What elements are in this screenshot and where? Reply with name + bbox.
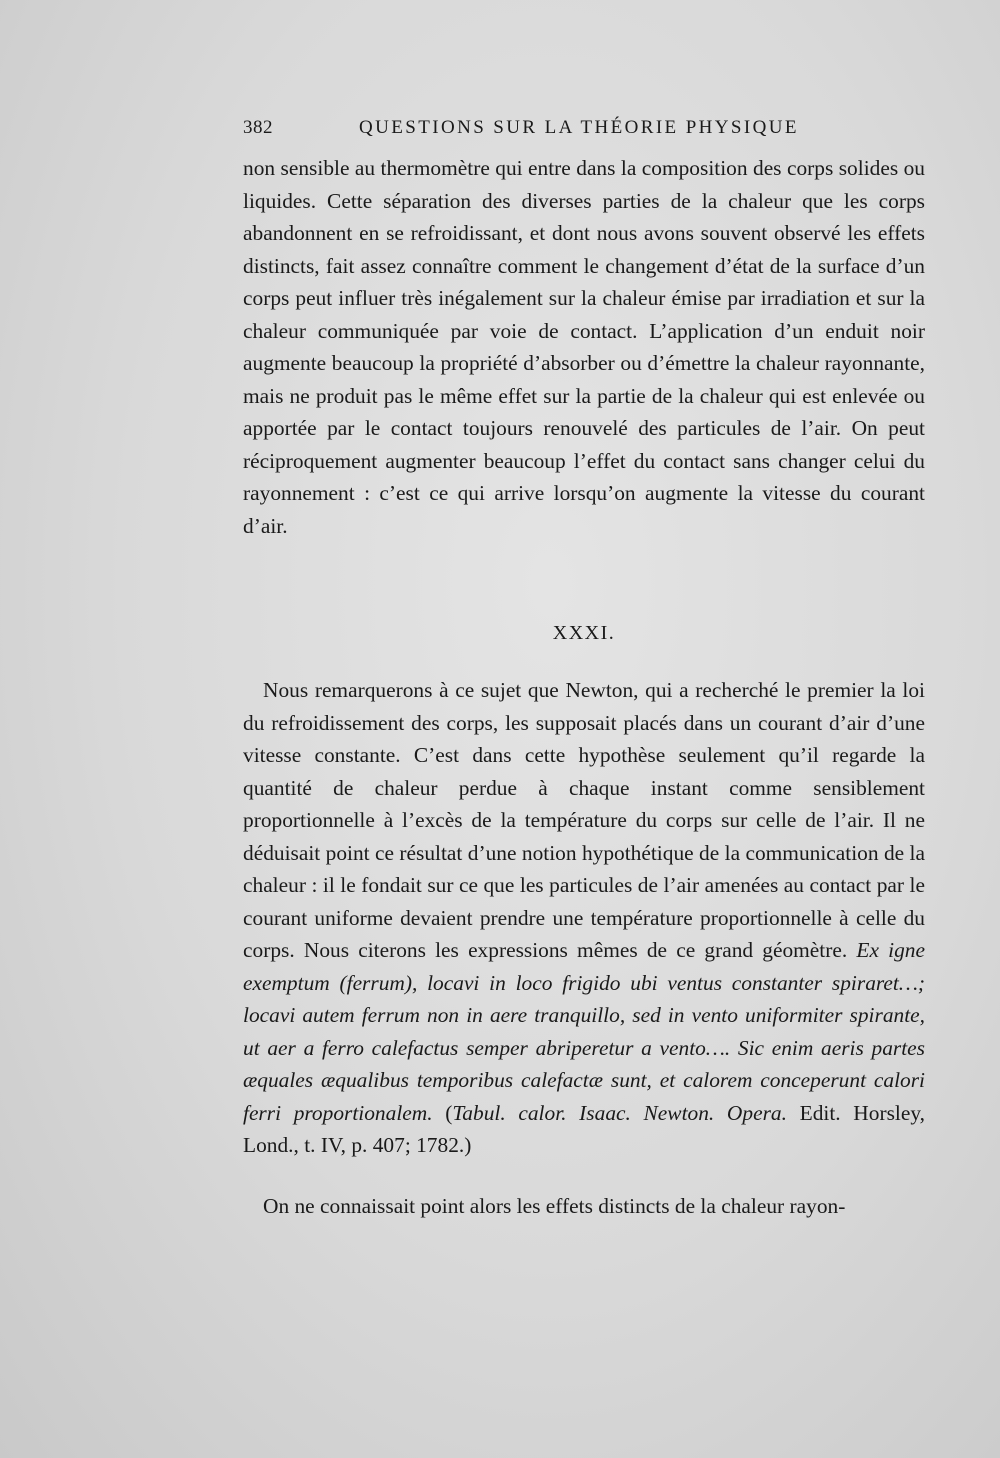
- continuation-text: non sensible au thermomètre qui entre dans la composition des corps solides ou liquides. Cette séparation des diverses parties de la chaleur que les corps abandonnent en se refroidissant, et dont nous avons souvent observé les effets distincts, fait assez connaître comment le changement d’état de la surface d’un corps peut influer très inégalement sur la chaleur émise par irradiation et sur la chaleur communiquée par voie de contact. L’application d’un enduit noir augmente beaucoup la propriété d’absorber ou d’émettre la chaleur rayonnante, mais ne produit pas le même effet sur la partie de la chaleur qui est enlevée ou apportée par le contact toujours renouvelé des particules de l’air. On peut réciproquement augmenter beaucoup l’effet du contact sans changer celui du rayonnement : c’est ce qui arrive lorsqu’on augmente la vitesse du courant d’air.: [243, 156, 925, 538]
- newton-paragraph: [243, 674, 925, 1162]
- citation-italic: Tabul. calor. Isaac. Newton. Opera.: [452, 1100, 787, 1125]
- newton-intro-text: Nous remarquerons à ce sujet que Newton, qui a recherché le premier la loi du refroidissement des corps, les supposait placés dans un courant d’air d’une vitesse constante. C’est dans cette hypothèse seulement qu’il regarde la quantité de chaleur perdue à chaque instant comme sensiblement proportionnelle à l’excès de la température du corps sur celle de l’air. Il ne déduisait point ce résultat d’une notion hypothétique de la communication de la chaleur : il le fondait sur ce que les particules de l’air amenées au contact par le courant uniforme devaient prendre une température proportionnelle à celle du corps. Nous citerons les expressions mêmes de ce grand géomètre.: [243, 678, 925, 962]
- paragraph-continuation: [243, 152, 925, 542]
- page-header: [243, 117, 923, 145]
- citation-rest: Edit. Horsley, Lond., t. IV, p. 407; 1782.): [243, 1100, 925, 1157]
- section-heading: XXXI.: [552, 622, 616, 644]
- paragraph-newton: [243, 674, 925, 1162]
- citation-open: (: [445, 1100, 453, 1125]
- running-title: QUESTIONS SUR LA THÉORIE PHYSIQUE: [359, 117, 799, 138]
- page-number: 382: [243, 117, 273, 138]
- final-line: On ne connaissait point alors les effets distincts de la chaleur rayon-: [263, 1194, 846, 1218]
- latin-quote: Ex igne exemptum (ferrum), locavi in loco frigido ubi ventus constanter spiraret…; locavi autem ferrum non in aere tranquillo, sed in vento uniformiter spirante, ut aer a ferro calefactus semper abriperetur a vento…. Sic enim aeris partes æquales æqualibus temporibus calefactæ sunt, et calorem conceperunt calori ferri proportionalem.: [243, 938, 925, 1125]
- paragraph-final: [243, 1190, 925, 1223]
